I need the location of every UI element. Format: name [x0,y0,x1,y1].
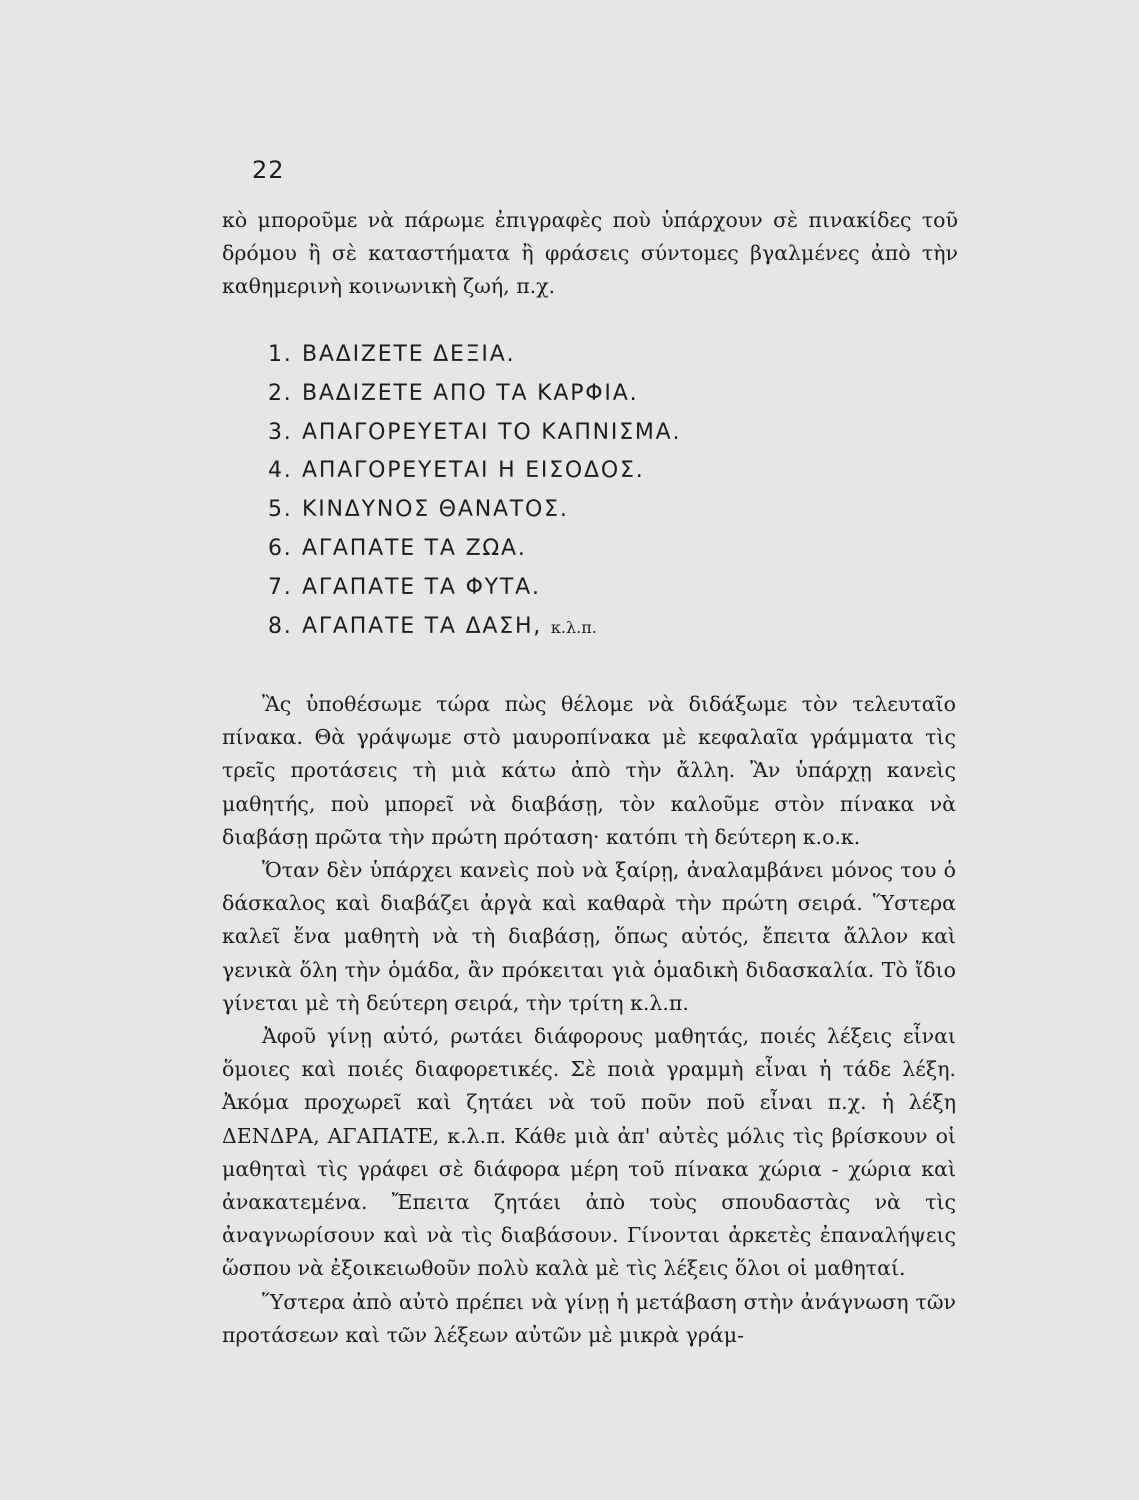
body-text [222,688,956,1352]
page-number: 22 [252,156,285,184]
item-text: ΑΓΑΠΑΤΕ ΤΑ ΦΥΤΑ. [302,574,541,600]
item-text: ΚΙΝΔΥΝΟΣ ΘΑΝΑΤΟΣ. [302,497,569,523]
item-text: ΑΓΑΠΑΤΕ ΤΑ ΖΩΑ. [302,535,527,561]
list-item [268,414,681,453]
item-number: 1. [268,342,293,367]
item-number: 4. [268,458,293,484]
list-item [268,569,681,608]
list-item [268,491,681,530]
intro-text: κὸ μποροῦμε νὰ πάρωμε ἐπιγραφὲς ποὺ ὑπάρχουν σὲ πινακίδες τοῦ δρόμου ἢ σὲ καταστήματα ἢ φράσεις σύντομες βγαλμένες ἀπὸ τὴν καθημερινὴ κοινωνικὴ ζωή, π.χ. [222,208,958,298]
item-number: 7. [268,574,293,600]
item-text: ΑΠΑΓΟΡΕΥΕΤΑΙ ΤΟ ΚΑΠΝΙΣΜΑ. [302,419,682,445]
item-number: 6. [268,535,293,561]
sign-examples-list [268,336,681,647]
item-number: 5. [268,497,293,523]
item-number: 3. [268,419,293,445]
item-number: 8. [268,613,293,639]
item-text: ΒΑΔΙΖΕΤΕ ΔΕΞΙΑ. [302,342,516,367]
item-text: ΑΓΑΠΑΤΕ ΤΑ ΔΑΣΗ, [302,613,543,639]
list-item [268,336,681,375]
paragraph: Ὅταν δὲν ὑπάρχει κανεὶς ποὺ νὰ ξαίρῃ, ἀναλαμβάνει μόνος του ὁ δάσκαλος καὶ διαβάζει ἀργὰ καὶ καθαρὰ τὴν πρώτη σειρά. Ὕστερα καλεῖ ἕνα μαθητὴ νὰ τὴ διαβάσῃ, ὅπως αὐτός, ἔπειτα ἄλλον καὶ γενικὰ ὅλη τὴν ὁμάδα, ἂν πρόκειται γιὰ ὁμαδικὴ διδασκαλία. Τὸ ἴδιο γίνεται μὲ τὴ δεύτερη σειρά, τὴν τρίτη κ.λ.π. [222,858,956,1015]
paragraph: Ἀφοῦ γίνῃ αὐτό, ρωτάει διάφορους μαθητάς, ποιές λέξεις εἶναι ὅμοιες καὶ ποιές διαφορετικές. Σὲ ποιὰ γραμμὴ εἶναι ἡ τάδε λέξη. Ἀκόμα προχωρεῖ καὶ ζητάει νὰ τοῦ ποῦν ποῦ εἶναι π.χ. ἡ λέξη ΔΕΝΔΡΑ, ΑΓΑΠΑΤΕ, κ.λ.π. Κάθε μιὰ ἀπ' αὐτὲς μόλις τὶς βρίσκουν οἱ μαθηταὶ τὶς γράφει σὲ διάφορα μέρη τοῦ πίνακα χώρια - χώρια καὶ ἀνακατεμένα. Ἔπειτα ζητάει ἀπὸ τοὺς σπουδαστὰς νὰ τὶς ἀναγνωρίσουν καὶ νὰ τὶς διαβάσουν. Γίνονται ἀρκετὲς ἐπαναλήψεις ὥσπου νὰ ἐξοικειωθοῦν πολὺ καλὰ μὲ τὶς λέξεις ὅλοι οἱ μαθηταί. [222,1024,956,1281]
list-item [268,375,681,414]
intro-paragraph [222,204,958,303]
item-number: 2. [268,380,293,406]
paragraph: Ὕστερα ἀπὸ αὐτὸ πρέπει νὰ γίνῃ ἡ μετάβαση στὴν ἀνάγνωση τῶν προτάσεων καὶ τῶν λέξεων αὐτῶν μὲ μικρὰ γράμ- [222,1289,956,1347]
list-etc: κ.λ.π. [550,617,597,637]
list-item [268,608,681,648]
list-item [268,530,681,569]
paragraph: Ἂς ὑποθέσωμε τώρα πὼς θέλομε νὰ διδάξωμε τὸν τελευταῖο πίνακα. Θὰ γράψωμε στὸ μαυροπίνακα μὲ κεφαλαῖα γράμματα τὶς τρεῖς προτάσεις τὴ μιὰ κάτω ἀπὸ τὴν ἄλλη. Ἂν ὑπάρχῃ κανεὶς μαθητής, ποὺ μπορεῖ νὰ διαβάσῃ, τὸν καλοῦμε στὸν πίνακα νὰ διαβάσῃ πρῶτα τὴν πρώτη πρόταση· κατόπι τὴ δεύτερη κ.ο.κ. [222,692,956,849]
list-item [268,452,681,491]
item-text: ΑΠΑΓΟΡΕΥΕΤΑΙ Η ΕΙΣΟΔΟΣ. [302,458,645,484]
item-text: ΒΑΔΙΖΕΤΕ ΑΠΟ ΤΑ ΚΑΡΦΙΑ. [302,380,639,406]
